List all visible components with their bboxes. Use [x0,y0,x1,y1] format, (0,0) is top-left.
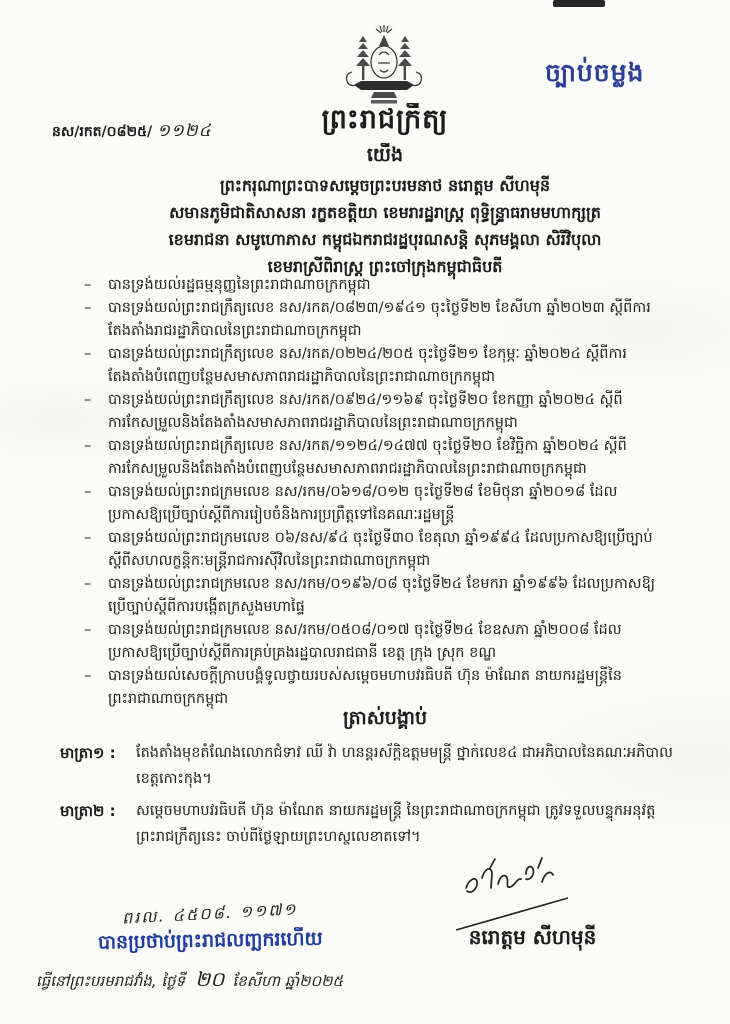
articles-section [60,740,674,856]
dash-bullet: – [84,392,92,408]
date-line [36,966,456,996]
recital-item: – បានទ្រង់យល់ព្រះរាជក្រមលេខ នស/រកម/០៦១៨/០១២ ចុះថ្ងៃទី២៨ ខែមិថុនា ឆ្នាំ២០១៨ ដែលប្រកាសឱ្យប្រើច្បាប់ស្តីពីការរៀបចំនិងការប្រព្រឹត្តទៅនៃគណៈរដ្ឋមន្ត្រី [84,481,662,527]
royal-title-line: សមានភូមិជាតិសាសនា រក្ខតខត្តិយា ខេមរារដ្ឋរាស្ត្រ ពុទ្ធិន្ទ្រាធរាមមហាក្សត្រ [169,203,601,222]
date-line-prefix: ធ្វើនៅព្រះបរមរាជវាំង, ថ្ងៃទី [36,972,186,990]
recital-item: – បានទ្រង់យល់ព្រះរាជក្រឹត្យលេខ នស/រកត/១១២៤/១៤៧៧ ចុះថ្ងៃទី២០ ខែវិច្ឆិកា ឆ្នាំ២០២៤ ស្តីពីការកែសម្រួលនិងតែងតាំងបំពេញបន្ថែមសមាសភាពរាជរដ្ឋាភិបាលនៃព្រះរាជាណាចក្រកម្ពុជា [84,435,662,481]
dash-bullet: – [84,346,92,362]
article-1 [60,740,674,792]
dash-bullet: – [84,277,92,293]
article-2-label: មាត្រា២ : [60,802,116,820]
date-line-suffix: ខែសីហា ឆ្នាំ២០២៥ [232,972,344,990]
handwritten-day: ២០ [195,967,225,991]
recital-item: – បានទ្រង់យល់ព្រះរាជក្រឹត្យលេខ នស/រកត/០៩២៤/១១៦៩ ចុះថ្ងៃទី២០ ខែកញ្ញា ឆ្នាំ២០២៤ ស្តីពីការកែសម្រួលនិងតែងតាំងសមាសភាពរាជរដ្ឋាភិបាលនៃព្រះរាជាណាចក្រកម្ពុជា [84,389,662,435]
recital-item: – បានទ្រង់យល់ព្រះរាជក្រមលេខ នស/រកម/០១៩៦/០៨ ចុះថ្ងៃទី២៤ ខែមករា ឆ្នាំ១៩៩៦ ដែលប្រកាសឱ្យប្រើច្បាប់ស្តីពីការបង្កើតក្រសួងមហាផ្ទៃ [84,573,662,619]
recitals-list [84,274,662,711]
certified-copy-stamp: ច្បាប់ចម្លង [545,58,645,87]
handwritten-reference: ពរល. ៤៥០៨. ១១៧១ [121,899,298,928]
dash-bullet: – [84,576,92,592]
dash-bullet: – [84,530,92,546]
royal-title-line: ព្រះករុណាព្រះបាទសម្តេចព្រះបរមនាថ នរោត្តម សីហមុនី [219,176,551,195]
royal-title-line: ខេមរាស្រីពិរាស្ត្រ ព្រះចៅក្រុងកម្ពុជាធិបតី [267,257,503,276]
reference-number-printed: នស/រកត/០៨២៥/ [52,124,153,140]
order-heading: ត្រាស់បង្គាប់ [342,707,428,729]
royal-we-word: យើង [366,144,404,166]
recital-item: – បានទ្រង់យល់ព្រះរាជក្រឹត្យលេខ នស/រកត/០២២៤/២០៥ ចុះថ្ងៃទី២១ ខែកុម្ភៈ ឆ្នាំ២០២៤ ស្តីពីការតែងតាំងបំពេញបន្ថែមសមាសភាពរាជរដ្ឋាភិបាលនៃព្រះរាជាណាចក្រកម្ពុជា [84,343,662,389]
reference-number-handwritten: ១១២៤ [156,121,212,141]
royal-full-title [20,172,730,280]
dash-bullet: – [84,484,92,500]
article-2-text: សម្តេចមហាបវរធិបតី ហ៊ុន ម៉ាណែត នាយករដ្ឋមន្ត្រី នៃព្រះរាជាណាចក្រកម្ពុជា ត្រូវទទួលបន្ទុកអនុវត្តព្រះរាជក្រឹត្យនេះ ចាប់ពីថ្ងៃឡាយព្រះហស្ថលេខាតទៅ។ [136,803,656,845]
article-1-label: មាត្រា១ : [60,744,116,762]
royal-title-line: ខេមរាជនា សមូហោភាស កម្ពុជឯករាជរដ្ឋបុរណសន្តិ សុភមង្គលា សិរីវិបុលា [168,230,602,249]
dash-bullet: – [84,300,92,316]
dash-bullet: – [84,668,92,684]
article-1-text: តែងតាំងមុខតំណែងលោកជំទាវ ឈី វ៉ា ហនន្តរស័ក្តិឧត្តមមន្ត្រី ថ្នាក់លេខ៤ ជាអភិបាលនៃគណៈអភិបាលខេត្តកោះកុង។ [136,745,673,787]
dash-bullet: – [84,622,92,638]
signatory-name: នរោត្តម សីហមុនី [468,925,597,949]
dash-bullet: – [84,438,92,454]
recital-item: – បានទ្រង់យល់ព្រះរាជក្រឹត្យលេខ នស/រកត/០៨២៣/១៩៤១ ចុះថ្ងៃទី២២ ខែសីហា ឆ្នាំ២០២៣ ស្តីពីការតែងតាំងរាជរដ្ឋាភិបាលនៃព្រះរាជាណាចក្រកម្ពុជា [84,297,662,343]
royal-arms-icon [340,22,428,108]
scan-artifact [553,0,605,7]
recital-item: – បានទ្រង់យល់ព្រះរាជក្រមលេខ ០៦/នស/៩៤ ចុះថ្ងៃទី៣០ ខែតុលា ឆ្នាំ១៩៩៤ ដែលប្រកាសឱ្យប្រើច្បាប់ស្តីពីសហលក្ខន្តិកៈមន្ត្រីរាជការស៊ីវិលនៃព្រះរាជាណាចក្រកម្ពុជា [84,527,662,573]
recital-item: – បានទ្រង់យល់ព្រះរាជក្រមលេខ នស/រកម/០៥០៨/០១៧ ចុះថ្ងៃទី២៤ ខែឧសភា ឆ្នាំ២០០៨ ដែលប្រកាសឱ្យប្រើច្បាប់ស្តីពីការគ្រប់គ្រងរដ្ឋបាលរាជធានី ខេត្ត ក្រុង ស្រុក ខណ្ឌ [84,619,662,665]
royal-seal-stamp: បានប្រថាប់ព្រះរាជលញ្ឆករហើយ [97,927,323,954]
document-title: ព្រះរាជក្រឹត្យ [321,104,449,135]
article-2 [60,798,674,850]
recital-item: – បានទ្រង់យល់សេចក្តីក្រាបបង្គំទូលថ្វាយរបស់សម្តេចមហាបវរធិបតី ហ៊ុន ម៉ាណែត នាយករដ្ឋមន្ត្រីនៃព្រះរាជាណាចក្រកម្ពុជា [84,665,662,711]
recital-item: – បានទ្រង់យល់រដ្ឋធម្មនុញ្ញនៃព្រះរាជាណាចក្រកម្ពុជា [84,274,662,297]
